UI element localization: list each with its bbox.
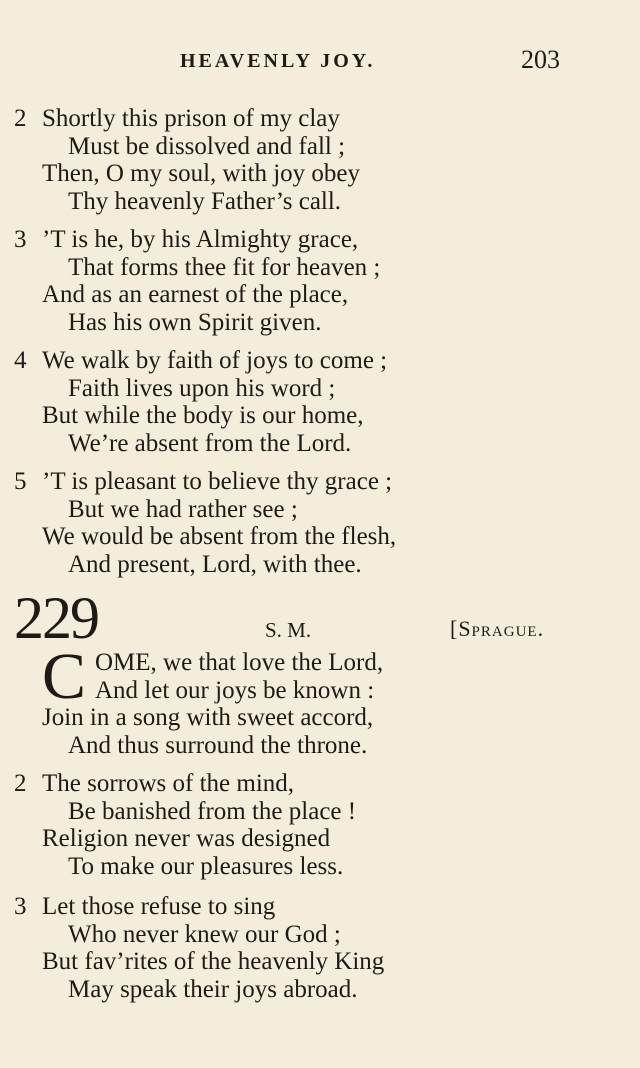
verse-line: That forms thee fit for heaven ; xyxy=(68,253,381,281)
verse-text: The sorrows of the mind, xyxy=(42,770,295,797)
verse-line: To make our pleasures less. xyxy=(68,852,344,880)
verse-line: But we had rather see ; xyxy=(68,495,298,523)
verse-line: May speak their joys abroad. xyxy=(68,975,358,1003)
page-number: 203 xyxy=(521,45,560,74)
stanza xyxy=(0,893,640,1003)
verse-line xyxy=(0,893,640,921)
verse-line: Faith lives upon his word ; xyxy=(68,374,336,402)
verse-line xyxy=(0,347,640,375)
verse-line: And thus surround the throne. xyxy=(68,731,368,759)
stanza-number: 3 xyxy=(14,226,27,253)
stanza xyxy=(0,468,640,578)
verse-line: Religion never was designed xyxy=(42,825,331,852)
first-stanza xyxy=(0,640,640,759)
verse-line: Must be dissolved and fall ; xyxy=(68,132,346,160)
verse-line: Who never knew our God ; xyxy=(68,920,341,948)
verse-line: We would be absent from the flesh, xyxy=(42,523,397,550)
hymn-meter: S. M. xyxy=(265,618,312,642)
verse-line: Has his own Spirit given. xyxy=(68,308,322,336)
verse-line: But while the body is our home, xyxy=(42,402,364,429)
drop-cap: C xyxy=(42,640,87,713)
verse-line: Thy heavenly Father’s call. xyxy=(68,187,342,215)
verse-line: Then, O my soul, with joy obey xyxy=(42,160,361,187)
verse-line: OME, we that love the Lord, xyxy=(95,649,384,676)
running-head xyxy=(0,45,640,78)
verse-text: Let those refuse to sing xyxy=(42,893,276,920)
running-title: HEAVENLY JOY. xyxy=(180,50,376,72)
verse-line xyxy=(0,468,640,496)
stanza-number: 3 xyxy=(14,893,27,920)
verse-line: And as an earnest of the place, xyxy=(42,281,349,308)
stanza xyxy=(0,770,640,880)
stanza-number: 2 xyxy=(14,770,27,797)
hymn-composer: [Sprague. xyxy=(450,616,545,641)
hymn-header xyxy=(0,585,640,651)
verse-text: ’T is pleasant to believe thy grace ; xyxy=(42,468,393,495)
verse-line xyxy=(0,226,640,254)
verse-line: Be banished from the place ! xyxy=(68,797,357,825)
verse-line: And present, Lord, with thee. xyxy=(68,550,362,578)
hymn-number: 229 xyxy=(14,585,98,651)
verse-line: Join in a song with sweet accord, xyxy=(42,704,374,731)
verse-text: ’T is he, by his Almighty grace, xyxy=(42,226,359,253)
stanza-number: 5 xyxy=(14,468,27,495)
stanza-number: 2 xyxy=(14,105,27,132)
stanza xyxy=(0,105,640,215)
stanza-number: 4 xyxy=(14,347,27,374)
stanza xyxy=(0,347,640,457)
verse-line xyxy=(0,105,640,133)
stanza xyxy=(0,226,640,336)
verse-line: But fav’rites of the heavenly King xyxy=(42,948,385,975)
verse-line: We’re absent from the Lord. xyxy=(68,429,352,457)
verse-text: Shortly this prison of my clay xyxy=(42,105,340,132)
verse-line: And let our joys be known : xyxy=(95,676,375,704)
verse-text: We walk by faith of joys to come ; xyxy=(42,347,388,374)
verse-line xyxy=(0,770,640,798)
